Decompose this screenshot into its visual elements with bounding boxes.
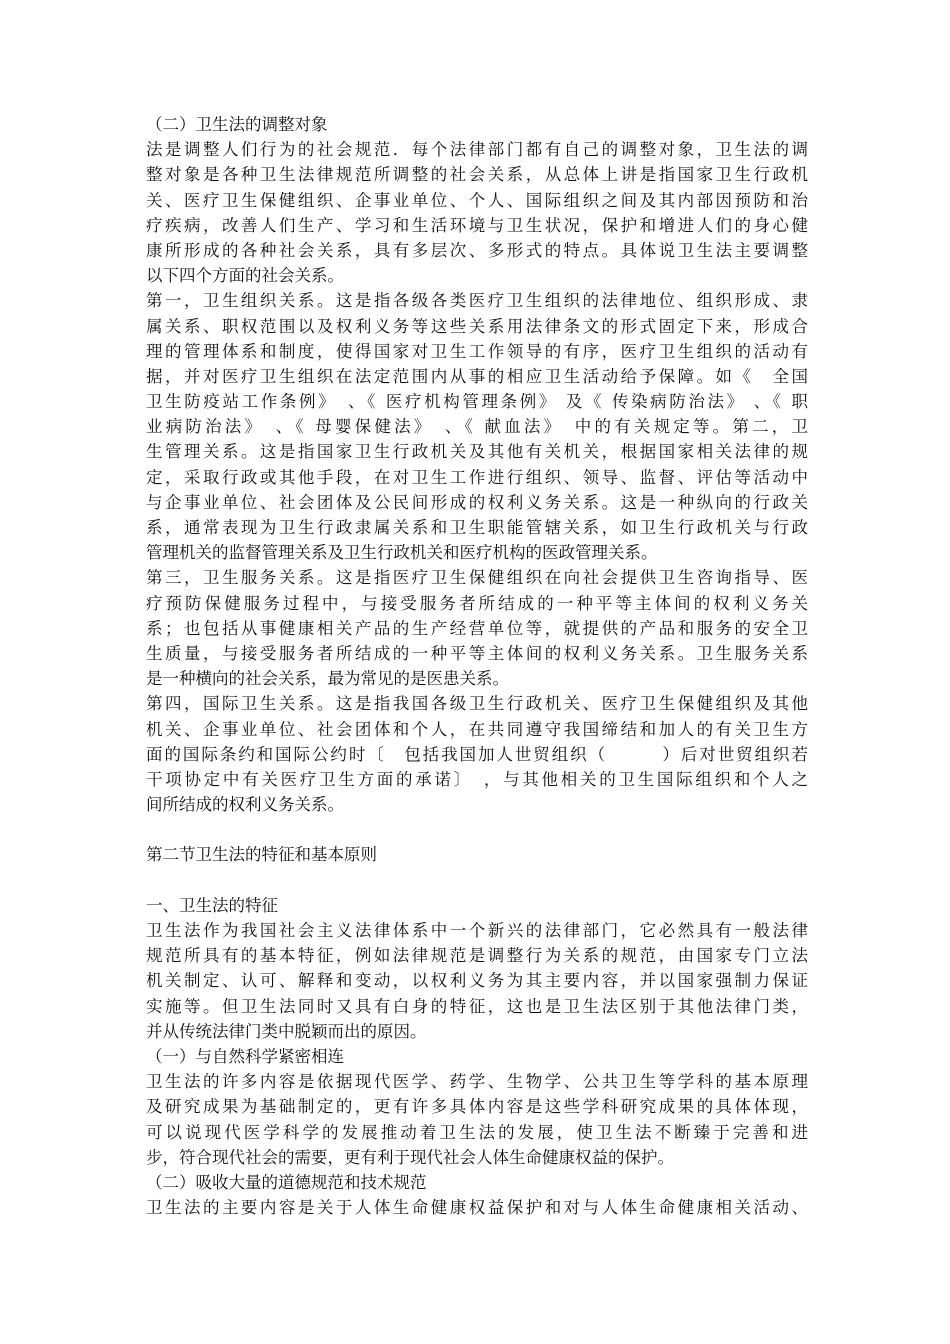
paragraph-organization-relations — [146, 288, 808, 565]
blank-line — [146, 817, 808, 842]
text-line: 据，并对医疗卫生组织在法定范围内从事的相应卫生活动给予保障。如《 全国 — [146, 366, 808, 386]
text-line: 法是调整人们行为的社会规范．每个法律部门都有自己的调整对象，卫生法的调 — [146, 140, 808, 160]
text-line: 机关制定、认可、解释和变动，以权利义务为其主要内容，并以国家强制力保证 — [146, 971, 808, 991]
paragraph-characteristics — [146, 918, 808, 1044]
text-line: 间所结成的权利义务关系。 — [146, 795, 344, 815]
paragraph-international-relations — [146, 691, 808, 817]
text-line: 卫生防疫站工作条例》 、《 医疗机构管理条例》 及《 传染病防治法》 、《 职 — [146, 392, 808, 412]
text-line: 第一，卫生组织关系。这是指各级各类医疗卫生组织的法律地位、组织形成、隶 — [146, 291, 808, 311]
blank-line — [146, 868, 808, 893]
text-line: 系，通常表现为卫生行政隶属关系和卫生职能管辖关系，如卫生行政机关与行政 — [146, 518, 808, 537]
document-page — [146, 112, 808, 1220]
text-line: 卫生法作为我国社会主义法律体系中一个新兴的法律部门，它必然具有一般法律 — [146, 921, 808, 940]
subsection-heading: （二）吸收大量的道德规范和技术规范 — [146, 1172, 427, 1192]
text-line: 并从传统法律门类中脱颖而出的原因。 — [146, 1021, 427, 1041]
text-line: 及研究成果为基础制定的，更有许多具体内容是这些学科研究成果的具体体现， — [146, 1097, 808, 1117]
paragraph-moral-norms — [146, 1195, 808, 1220]
text-line: 理的管理体系和制度，使得国家对卫生工作领导的有序，医疗卫生组织的活动有 — [146, 341, 808, 361]
section-title: 第二节卫生法的特征和基本原则 — [146, 845, 377, 865]
text-line: 系；也包括从事健康相关产品的生产经营单位等，就提供的产品和服务的安全卫 — [146, 618, 808, 638]
text-line: 干项协定中有关医疗卫生方面的承诺〕 ，与其他相关的卫生国际组织和个人之 — [146, 769, 808, 789]
text-line: 面的国际条约和国际公约时〔 包括我国加人世贸组织（ ）后对世贸组织若 — [146, 744, 808, 764]
paragraph-intro — [146, 137, 808, 288]
subsection-heading: 一、卫生法的特征 — [146, 895, 278, 915]
text-line: 规范所具有的基本特征，例如法律规范是调整行为关系的规范，由国家专门立法 — [146, 946, 808, 966]
text-line: 康所形成的各种社会关系，具有多层次、多形式的特点。具体说卫生法主要调整 — [146, 240, 808, 260]
text-line: 疗疾病，改善人们生产、学习和生活环境与卫生状况，保护和增进人们的身心健 — [146, 215, 808, 235]
text-line: 可以说现代医学科学的发展推动着卫生法的发展，使卫生法不断臻于完善和进 — [146, 1122, 808, 1142]
text-line: 实施等。但卫生法同时又具有白身的特征，这也是卫生法区别于其他法律门类， — [146, 996, 808, 1016]
text-line: 管理机关的监督管理关系及卫生行政机关和医疗机构的医政管理关系。 — [146, 543, 658, 563]
section-heading: （二）卫生法的调整对象 — [146, 115, 328, 134]
text-line: 机关、企事业单位、社会团体和个人，在共同遵守我国缔结和加人的有关卫生方 — [146, 719, 808, 739]
text-line: 卫生法的主要内容是关于人体生命健康权益保护和对与人体生命健康相关活动、 — [146, 1198, 808, 1218]
text-line: 第三，卫生服务关系。这是指医疗卫生保健组织在向社会提供卫生咨询指导、医 — [146, 568, 808, 588]
text-line: 是一种横向的社会关系，最为常见的是医患关系。 — [146, 669, 509, 689]
text-line: 生质量，与接受服务者所结成的一种平等主体间的权利义务关系。卫生服务关系 — [146, 643, 808, 663]
text-line: 步，符合现代社会的需要，更有利于现代社会人体生命健康权益的保护。 — [146, 1147, 674, 1167]
text-line: 生管理关系。这是指国家卫生行政机关及其他有关机关，根据国家相关法律的规 — [146, 442, 808, 462]
text-line: 定，采取行政或其他手段，在对卫生工作进行组织、领导、监督、评估等活动中 — [146, 467, 808, 487]
text-line: 属关系、职权范围以及权利义务等这些关系用法律条文的形式固定下来，形成合 — [146, 316, 808, 336]
paragraph-service-relations — [146, 565, 808, 691]
subsection-heading: （一）与自然科学紧密相连 — [146, 1046, 344, 1066]
text-line: 以下四个方面的社会关系。 — [146, 266, 344, 286]
text-line: 业病防治法》 、《 母婴保健法》 、《 献血法》 中的有关规定等。第二，卫 — [146, 417, 808, 437]
text-line: 整对象是各种卫生法律规范所调整的社会关系，从总体上讲是指国家卫生行政机 — [146, 165, 808, 185]
text-line: 疗预防保健服务过程中，与接受服务者所结成的一种平等主体间的权利义务关 — [146, 593, 808, 613]
text-line: 第四，国际卫生关系。这是指我国各级卫生行政机关、医疗卫生保健组织及其他 — [146, 694, 808, 714]
text-line: 卫生法的许多内容是依据现代医学、药学、生物学、公共卫生等学科的基本原理 — [146, 1072, 808, 1092]
paragraph-natural-science — [146, 1069, 808, 1170]
text-line: 与企事业单位、社会团体及公民间形成的权利义务关系。这是一种纵向的行政关 — [146, 492, 808, 512]
text-line: 关、医疗卫生保健组织、企事业单位、个人、国际组织之间及其内部因预防和治 — [146, 190, 808, 210]
